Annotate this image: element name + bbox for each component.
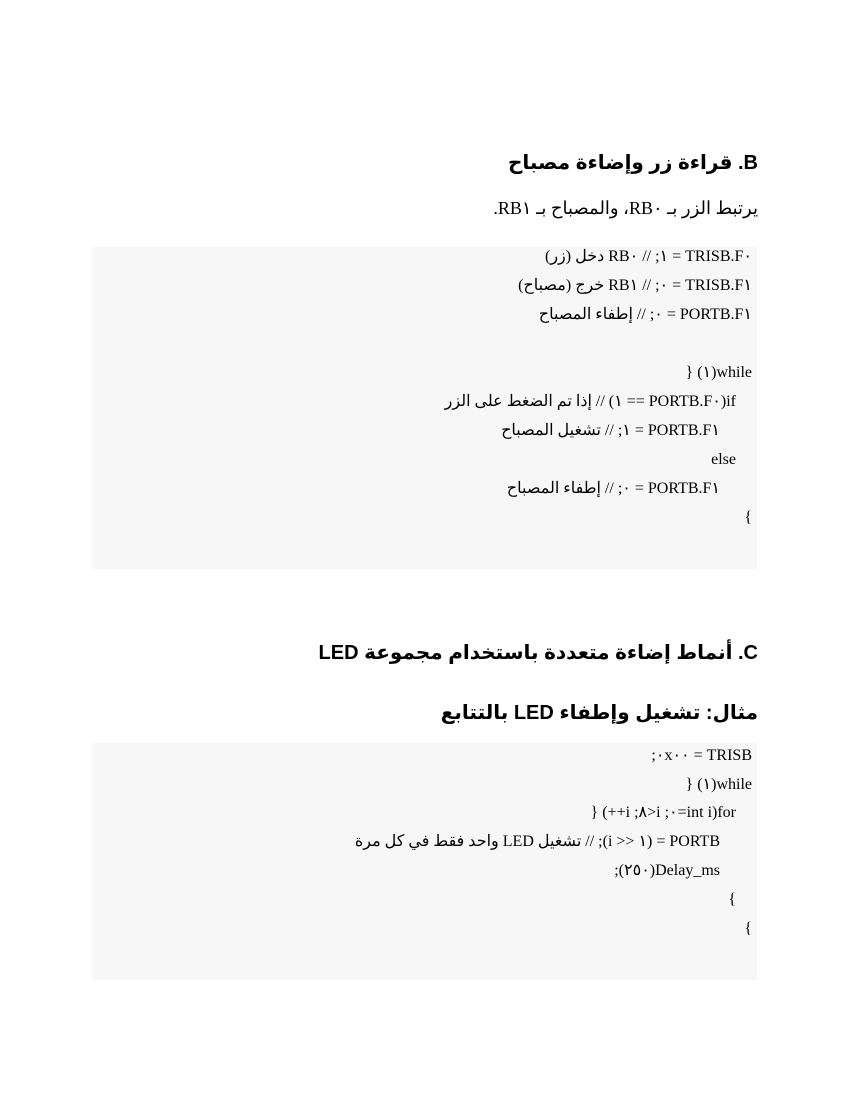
code-line: } (744, 509, 752, 526)
code-line: else (711, 451, 736, 468)
code-line: for(int i=٠; i<٨; i++) { (590, 804, 736, 821)
section-b-heading: B. قراءة زر وإضاءة مصباح (507, 152, 758, 174)
code-line: while(١) { (685, 364, 752, 381)
code-line: PORTB.F١ = ١; // تشغيل المصباح (501, 422, 720, 439)
code-line: while(١) { (685, 776, 752, 793)
code-block-led-sequence (92, 743, 757, 980)
section-b-paragraph: يرتبط الزر بـ RB٠، والمصباح بـ RB١. (493, 198, 758, 218)
code-line: PORTB.F١ = ٠; // إطفاء المصباح (506, 480, 720, 497)
code-line: TRISB.F٠ = ١; // RB٠ دخل (زر) (545, 248, 752, 265)
section-c-heading: C. أنماط إضاءة متعددة باستخدام مجموعة LED (318, 642, 758, 664)
code-line: } (744, 920, 752, 937)
code-line: Delay_ms(٢٥٠); (614, 862, 720, 879)
code-line: TRISB = ٠x٠٠; (651, 747, 752, 764)
code-line: if(PORTB.F٠ == ١) // إذا تم الضغط على الزر (444, 393, 736, 410)
code-line: PORTB.F١ = ٠; // إطفاء المصباح (538, 306, 752, 323)
section-c-subheading: مثال: تشغيل وإطفاء LED بالتتابع (440, 702, 758, 724)
code-line: } (728, 891, 736, 908)
code-line: PORTB = (١ << i); // تشغيل LED واحد فقط في كل مرة (354, 833, 720, 850)
code-line: TRISB.F١ = ٠; // RB١ خرج (مصباح) (518, 277, 752, 294)
code-block-button-led (92, 247, 757, 569)
